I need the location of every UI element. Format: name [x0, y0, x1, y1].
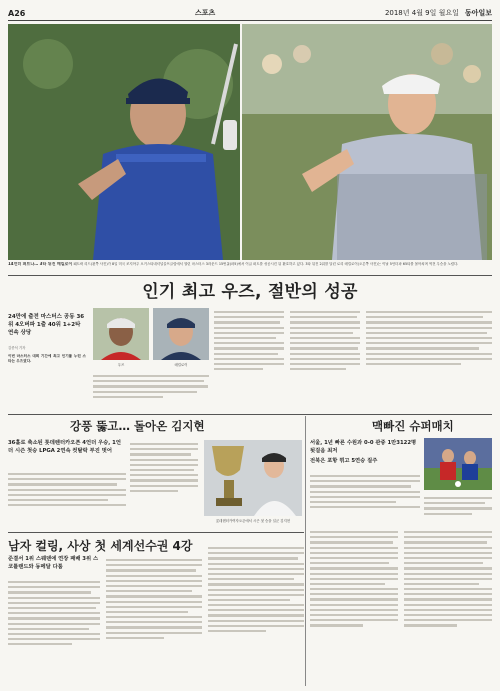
divider-top: [8, 275, 492, 276]
story4-text-col-c: [208, 544, 304, 686]
story3-text-col-c: [310, 528, 398, 686]
photo-kim-ji-hyun: [204, 440, 302, 516]
main-text-col-b: [214, 308, 284, 412]
divider-lower: [8, 532, 304, 533]
story4-text-col-b: [106, 556, 202, 686]
page-number: A26: [8, 8, 26, 18]
newspaper-brand: 동아일보: [464, 9, 492, 17]
story2-photo-caption: 롯데렌터카여자오픈에서 시즌 첫 승을 일군 김지현: [215, 519, 291, 523]
story2-text-col-b: [130, 440, 198, 520]
caption-title: 14언더 퍼트나… 3타 뒤진 매킬로이: [8, 262, 73, 266]
caption-text: 패트릭 리드(왼쪽 사진)가 8일 미국 조지아주 오거스타내셔널골프클럽에서 열린 마스터스 3라운드 15번홀(파5)에서 이글 퍼트를 성공시킨 뒤 환호하고 있다. 3타 뒤진 2위를 달린 로리 매킬로이(오른쪽 사진)는 이날 5언더파 65타를 몰아치며 역전 우승을 노렸다.: [73, 262, 459, 266]
page-header: [8, 6, 492, 21]
story3-text-col-a: [310, 472, 420, 522]
soccer-photo-svg: [424, 438, 492, 490]
main-text-col-d: [366, 308, 492, 412]
golfer-illustration-left: [8, 24, 240, 260]
story2-headline: 강풍 뚫고… 돌아온 김지현: [70, 419, 205, 433]
thumb-woods: [93, 308, 149, 360]
main-text-col-a: [93, 372, 209, 412]
story2-text-col-a: [8, 470, 126, 520]
story3-subhead2: 전북은 포항 꺾고 5연승 질주: [310, 458, 378, 464]
thumb-mcilroy-caption: 매킬로이: [174, 363, 188, 367]
story3-text-col-d: [404, 528, 492, 686]
story4-text-col-a: [8, 578, 100, 686]
main-subhead: 24만에 출전 마스터스 공동 36위 4오버파 1출 40위 1+2타 연속 상당: [8, 314, 85, 336]
golfer-illustration-right: [242, 24, 492, 260]
edition-date: 2018년 4월 9일 월요일: [384, 9, 459, 17]
top-photo-caption: [8, 262, 492, 274]
story2-subhead: 36홀로 축소된 롯데렌터카오픈 4언더 우승, 1언더 시즌 첫승 LPGA 2연속 컷탈락 부진 벗어: [8, 440, 121, 454]
story3-headline: 맥빠진 슈퍼매치: [372, 419, 454, 433]
story3-text-col-b: [424, 494, 492, 522]
story4-subhead: 준결서 1위 스웨덴에 연장 패배 3위 스코틀랜드와 동메달 다툼: [8, 556, 99, 570]
thumb-mcilroy: [153, 308, 209, 360]
trophy-photo-svg: [204, 440, 302, 516]
mcilroy-thumb-svg: [153, 308, 209, 360]
vertical-divider: [305, 416, 306, 686]
thumb-woods-caption: 우즈: [117, 363, 125, 367]
pull-quote: 이번 마스터스 대회 기간에 최고 인기를 누린 스타는 우즈였다.: [8, 354, 86, 364]
photo-super-match: [424, 438, 492, 490]
main-text-col-c: [290, 308, 360, 412]
main-byline: 김종석 기자: [8, 346, 26, 350]
section-name: 스포츠: [194, 9, 216, 17]
story4-headline: 남자 컬링, 사상 첫 세계선수권 4강: [8, 539, 193, 553]
main-headline: 인기 최고 우즈, 절반의 성공: [142, 282, 358, 302]
photo-patrick-reed: [8, 24, 240, 260]
woods-thumb-svg: [93, 308, 149, 360]
header-right: [385, 8, 492, 18]
photo-rory-mcilroy: [242, 24, 492, 260]
story3-subhead: 서울, 1년 빠른 수원과 0-0 관중 1만3122명 뒷걸음 최저: [310, 440, 417, 454]
divider-middle: [8, 414, 492, 415]
